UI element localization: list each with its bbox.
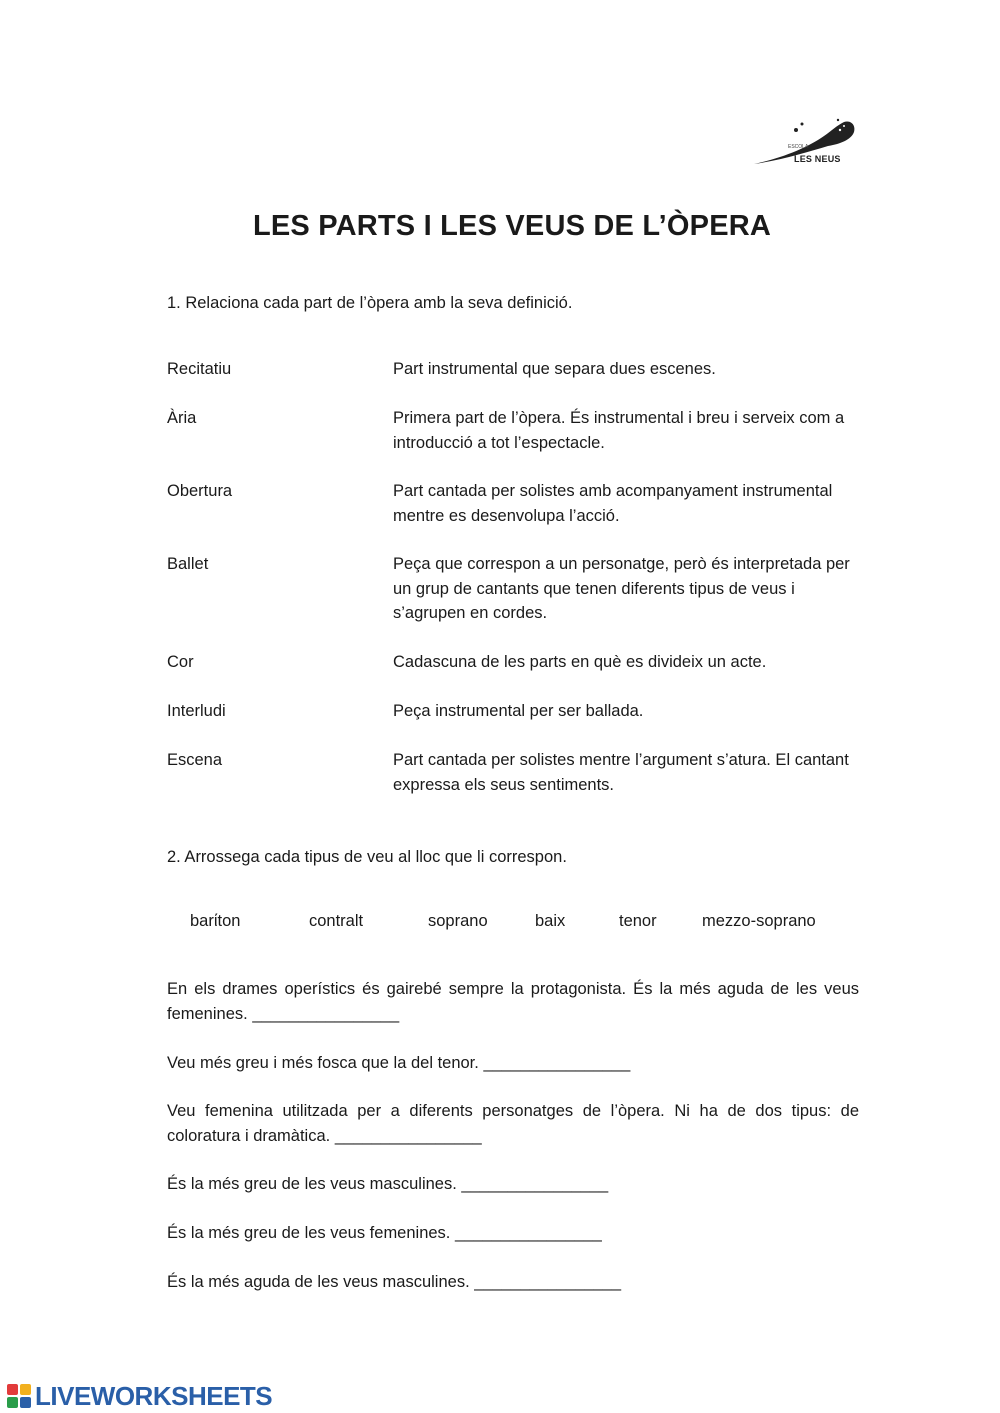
part-definition[interactable]: Peça instrumental per ser ballada.: [393, 702, 644, 720]
part-term[interactable]: Ballet: [167, 555, 209, 573]
answer-drop-zone[interactable]: ________________: [334, 1126, 482, 1145]
part-definition[interactable]: Part cantada per solistes amb acompanyament instrumental mentre es desenvolupa l’acció.: [393, 482, 833, 525]
part-term[interactable]: Obertura: [167, 482, 233, 500]
school-logo: [752, 114, 860, 170]
part-definition[interactable]: Primera part de l’òpera. És instrumental i breu i serveix com a introducció a tot l’espectacle.: [393, 409, 845, 452]
liveworksheets-footer: [6, 1380, 272, 1412]
question-text: Veu més greu i més fosca que la del tenor.: [167, 1054, 479, 1072]
part-term[interactable]: Cor: [167, 653, 194, 671]
part-term[interactable]: Ària: [167, 409, 197, 427]
page-title: LES PARTS I LES VEUS DE L’ÒPERA: [252, 210, 772, 242]
question-text: És la més greu de les veus femenines.: [167, 1224, 451, 1242]
draggable-word-mezzo-soprano[interactable]: mezzo-soprano: [702, 912, 816, 930]
part-term[interactable]: Recitatiu: [167, 360, 232, 378]
draggable-word-tenor[interactable]: tenor: [619, 912, 657, 930]
question-text: En els drames operístics és gairebé sempre la protagonista. És la més aguda de les veus femenines.: [167, 980, 859, 1023]
part-definition[interactable]: Peça que correspon a un personatge, però és interpretada per un grup de cantants que tenen diferents tipus de veus i s’agrupen en cordes.: [393, 555, 850, 622]
question-3: [167, 1099, 859, 1148]
part-term[interactable]: Escena: [167, 751, 223, 769]
question-text: Veu femenina utilitzada per a diferents personatges de l’òpera. Ni ha de dos tipus: de coloratura i dramàtica.: [167, 1102, 859, 1145]
part-term[interactable]: Interludi: [167, 702, 226, 720]
question-2: [167, 1051, 859, 1076]
answer-drop-zone[interactable]: ________________: [252, 1004, 400, 1023]
part-definition[interactable]: Part instrumental que separa dues escenes.: [393, 360, 716, 378]
part-definition[interactable]: Part cantada per solistes mentre l’argument s’atura. El cantant expressa els seus sentiments.: [393, 751, 849, 794]
question-text: És la més greu de les veus masculines.: [167, 1175, 457, 1193]
liveworksheets-logo-icon: [6, 1383, 32, 1409]
question-5: [167, 1221, 859, 1246]
draggable-word-soprano[interactable]: soprano: [428, 912, 488, 930]
part-definition[interactable]: Cadascuna de les parts en què es divideix un acte.: [393, 653, 767, 671]
logo-subtitle: ESCOLA: [788, 144, 809, 150]
question-4: [167, 1172, 859, 1197]
question-1: [167, 977, 859, 1026]
answer-drop-zone[interactable]: ________________: [483, 1054, 631, 1072]
draggable-word-baix[interactable]: baix: [535, 912, 566, 930]
section1-instruction: 1. Relaciona cada part de l’òpera amb la seva definició.: [167, 294, 573, 312]
question-text: És la més aguda de les veus masculines.: [167, 1273, 470, 1291]
question-6: [167, 1270, 859, 1295]
answer-drop-zone[interactable]: ________________: [455, 1224, 602, 1242]
logo-name: LES NEUS: [794, 154, 841, 164]
answer-drop-zone[interactable]: ________________: [474, 1273, 622, 1291]
draggable-word-bariton[interactable]: barίton: [190, 912, 241, 930]
footer-brand: LIVEWORKSHEETS: [35, 1380, 273, 1411]
draggable-word-contralt[interactable]: contralt: [309, 912, 364, 930]
section2-instruction: 2. Arrossega cada tipus de veu al lloc que li correspon.: [167, 848, 567, 866]
answer-drop-zone[interactable]: ________________: [461, 1175, 609, 1193]
